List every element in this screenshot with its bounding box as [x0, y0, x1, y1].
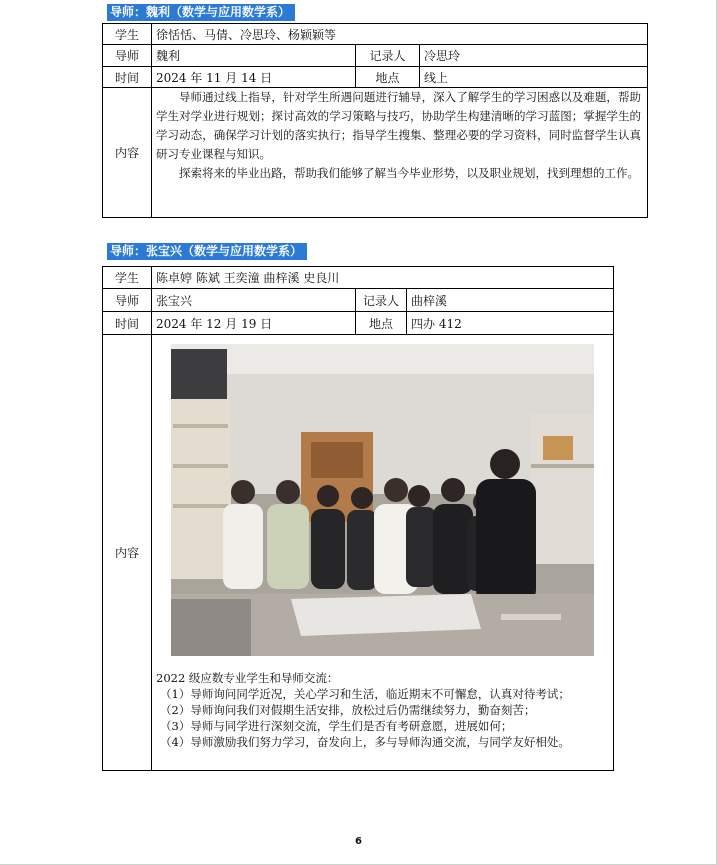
- section1-recorder-label: 记录人: [356, 45, 420, 67]
- section2-time-value: 2024 年 12 月 19 日: [152, 312, 356, 335]
- section1-student-label: 学生: [103, 24, 152, 45]
- section1-recorder-value: 冷思玲: [420, 45, 648, 67]
- section1-title: 导师：魏利（数学与应用数学系）: [107, 4, 295, 21]
- section2-location-value: 四办 412: [407, 312, 614, 335]
- section2-content-label: 内容: [103, 335, 152, 771]
- section2-mentor-value: 张宝兴: [152, 289, 356, 312]
- discussion-item-3: （3）导师与同学进行深刻交流，学生们是否有考研意愿，进展如何；: [160, 719, 513, 733]
- discussion-item-2: （2）导师询问我们对假期生活安排，放松过后仍需继续努力，勤奋刻苦；: [160, 703, 536, 717]
- section2-recorder-label: 记录人: [356, 289, 407, 312]
- section1-mentor-label: 导师: [103, 45, 152, 67]
- section1-mentor-value: 魏利: [152, 45, 356, 67]
- section2-recorder-value: 曲梓溪: [407, 289, 614, 312]
- section2-students-value: 陈卓婷 陈斌 王奕潼 曲梓溪 史良川: [152, 267, 614, 289]
- section2-location-label: 地点: [356, 312, 407, 335]
- page-number: 6: [355, 836, 362, 847]
- section2-student-label: 学生: [103, 267, 152, 289]
- discussion-item-1: （1）导师询问同学近况，关心学习和生活，临近期末不可懈怠，认真对待考试；: [160, 687, 570, 701]
- section1-record-table: [102, 23, 648, 218]
- section1-location-label: 地点: [356, 67, 420, 88]
- section1-content-label: 内容: [103, 88, 152, 218]
- section1-time-value: 2024 年 11 月 14 日: [152, 67, 356, 88]
- discussion-item-4: （4）导师激励我们努力学习，奋发向上，多与导师沟通交流，与同学友好相处。: [160, 735, 570, 749]
- discussion-block: [152, 670, 613, 750]
- section2-record-table: [102, 266, 614, 771]
- section2-title: 导师：张宝兴（数学与应用数学系）: [107, 243, 307, 260]
- section1-paragraph-2: 探索将来的毕业出路，帮助我们能够了解当今毕业形势，以及职业规划，找到理想的工作。: [179, 166, 639, 180]
- section1-students-value: 徐恬恬、马倩、冷思玲、杨颖颖等: [152, 24, 648, 45]
- section2-mentor-label: 导师: [103, 289, 152, 312]
- section1-location-value: 线上: [420, 67, 648, 88]
- section1-paragraph-1: 导师通过线上指导，针对学生所遇问题进行辅导，深入了解学生的学习困惑以及难题，帮助学生对学业进行规划；探讨高效的学习策略与技巧，协助学生构建清晰的学习蓝图；掌握学生的学习动态，确保学习计划的落实执行；指导学生搜集、整理必要的学习资料，同时监督学生认真研习专业课程与知识。: [156, 90, 641, 161]
- group-photo: [171, 344, 594, 656]
- discussion-title: 2022 级应数专业学生和导师交流：: [156, 671, 339, 685]
- section2-content-cell: [152, 335, 614, 771]
- section2-time-label: 时间: [103, 312, 152, 335]
- section1-content-cell: [152, 88, 648, 218]
- section1-time-label: 时间: [103, 67, 152, 88]
